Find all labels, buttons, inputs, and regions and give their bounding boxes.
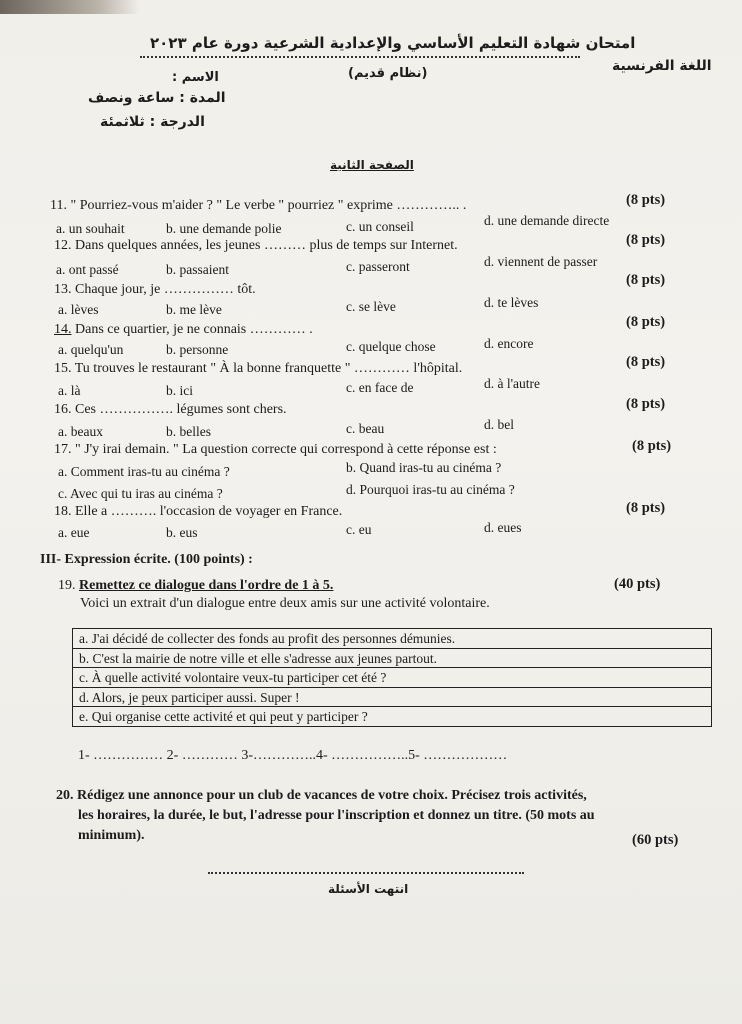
question-15: 15. Tu trouves le restaurant " À la bonne franquette " ………… l'hôpital. — [54, 361, 463, 376]
question-14-points: (8 pts) — [626, 314, 666, 330]
q18-option-d: d. eues — [484, 520, 522, 535]
question-19-heading: 19. Remettez ce dialogue dans l'ordre de 1 à 5. — [58, 578, 334, 593]
q14-option-d: d. encore — [484, 336, 534, 351]
q12-option-d: d. viennent de passer — [484, 254, 598, 269]
question-20-line-1: 20. Rédigez une annonce pour un club de vacances de votre choix. Précisez trois activités, — [56, 788, 587, 803]
question-13-points: (8 pts) — [626, 272, 666, 288]
q18-option-b: b. eus — [166, 525, 198, 540]
question-18-points: (8 pts) — [626, 500, 666, 516]
q11-option-a: a. un souhait — [56, 221, 125, 236]
question-14: 14. Dans ce quartier, je ne connais ………… . — [54, 322, 313, 337]
q16-option-c: c. beau — [346, 421, 385, 436]
question-17-points: (8 pts) — [632, 438, 672, 454]
q17-option-d: d. Pourquoi iras-tu au cinéma ? — [346, 482, 515, 497]
order-answer-line: 1- …………… 2- ………… 3-…………..4- ……………..5- ……………… — [78, 748, 508, 763]
q11-option-c: c. un conseil — [346, 219, 414, 234]
grade-label: الدرجة : ثلاثمئة — [100, 114, 205, 130]
q18-option-a: a. eue — [58, 525, 90, 540]
q16-option-d: d. bel — [484, 417, 514, 432]
dialogue-line-e: e. Qui organise cette activité et qui peut y participer ? — [79, 709, 368, 725]
question-15-points: (8 pts) — [626, 354, 666, 370]
q12-option-c: c. passeront — [346, 259, 410, 274]
question-20-points: (60 pts) — [632, 832, 679, 848]
footer-separator — [208, 872, 524, 874]
question-12-points: (8 pts) — [626, 232, 666, 248]
dialogue-line-b: b. C'est la mairie de notre ville et elle s'adresse aux jeunes partout. — [73, 649, 711, 669]
q17-option-b: b. Quand iras-tu au cinéma ? — [346, 460, 502, 475]
question-19-points: (40 pts) — [614, 576, 661, 592]
q12-option-b: b. passaient — [166, 262, 229, 277]
q16-option-b: b. belles — [166, 424, 211, 439]
q18-option-c: c. eu — [346, 522, 372, 537]
question-19-intro: Voici un extrait d'un dialogue entre deux amis sur une activité volontaire. — [80, 596, 490, 611]
question-20-line-2: les horaires, la durée, le but, l'adresse pour l'inscription et donnez un titre. (50 mots au — [78, 808, 595, 823]
q14-option-a: a. quelqu'un — [58, 342, 124, 357]
question-17: 17. " J'y irai demain. " La question correcte qui correspond à cette réponse est : — [54, 442, 497, 457]
page-edge-shadow — [0, 0, 140, 14]
subject-label: اللغة الفرنسية — [612, 58, 712, 74]
question-12: 12. Dans quelques années, les jeunes ……… plus de temps sur Internet. — [54, 238, 458, 253]
question-20-line-3: minimum). — [78, 828, 145, 843]
q16-option-a: a. beaux — [58, 424, 103, 439]
q17-option-c: c. Avec qui tu iras au cinéma ? — [58, 486, 223, 501]
dialogue-line-c: c. À quelle activité volontaire veux-tu participer cet été ? — [73, 668, 711, 688]
q15-option-c: c. en face de — [346, 380, 414, 395]
dialogue-line-d: d. Alors, je peux participer aussi. Super ! — [73, 688, 711, 708]
q13-option-d: d. te lèves — [484, 295, 539, 310]
q14-option-c: c. quelque chose — [346, 339, 436, 354]
page-number-label: الصفحة الثانية — [330, 158, 414, 172]
section-3-heading: III- Expression écrite. (100 points) : — [40, 552, 253, 567]
question-11: 11. " Pourriez-vous m'aider ? " Le verbe " pourriez " exprime ………….. . — [50, 198, 467, 213]
q13-option-a: a. lèves — [58, 302, 99, 317]
q15-option-d: d. à l'autre — [484, 376, 541, 391]
exam-title: امتحان شهادة التعليم الأساسي والإعدادية الشرعية دورة عام ٢٠٢٣ — [150, 34, 636, 52]
q15-option-b: b. ici — [166, 383, 193, 398]
q12-option-a: a. ont passé — [56, 262, 119, 277]
q14-option-b: b. personne — [166, 342, 229, 357]
q15-option-a: a. là — [58, 383, 81, 398]
q17-option-a: a. Comment iras-tu au cinéma ? — [58, 464, 230, 479]
question-11-points: (8 pts) — [626, 192, 666, 208]
question-16-points: (8 pts) — [626, 396, 666, 412]
question-13: 13. Chaque jour, je …………… tôt. — [54, 282, 256, 297]
end-of-questions-label: انتهت الأسئلة — [328, 882, 409, 896]
question-18: 18. Elle a ………. l'occasion de voyager en France. — [54, 504, 343, 519]
dialogue-line-a: a. J'ai décidé de collecter des fonds au profit des personnes démunies. — [73, 629, 711, 649]
duration-label: المدة : ساعة ونصف — [88, 90, 226, 106]
name-label: الاسم : — [172, 70, 219, 85]
question-16: 16. Ces ……………. légumes sont chers. — [54, 402, 287, 417]
q13-option-b: b. me lève — [166, 302, 222, 317]
system-label: (نظام قديم) — [348, 66, 428, 81]
q11-option-d: d. une demande directe — [484, 213, 610, 228]
title-underline — [140, 56, 580, 58]
dialogue-table — [72, 628, 712, 727]
q11-option-b: b. une demande polie — [166, 221, 282, 236]
q13-option-c: c. se lève — [346, 299, 396, 314]
